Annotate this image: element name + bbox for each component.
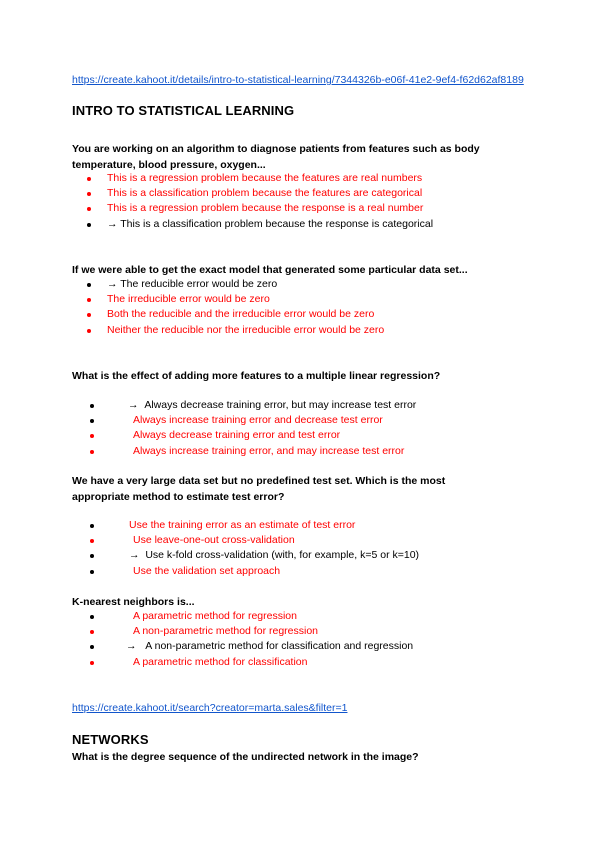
answer-item: Use the validation set approach xyxy=(72,564,532,579)
bullet-icon xyxy=(90,570,94,574)
answer-item: This is a classification problem because the features are categorical xyxy=(72,186,532,201)
question-1: You are working on an algorithm to diagnose patients from features such as body temperature, blood pressure, oxygen... xyxy=(72,143,480,171)
answer-item-correct: → Use k-fold cross-validation (with, for example, k=5 or k=10) xyxy=(72,548,532,563)
bullet-icon xyxy=(90,615,94,619)
bullet-icon xyxy=(90,419,94,423)
question-networks-1: What is the degree sequence of the undirected network in the image? xyxy=(72,751,419,763)
answer-item: Neither the reducible nor the irreducible error would be zero xyxy=(72,323,532,338)
answer-item: A parametric method for classification xyxy=(72,655,532,670)
answer-list-3 xyxy=(72,398,532,459)
bullet-icon xyxy=(90,434,94,438)
kahoot-details-link[interactable]: https://create.kahoot.it/details/intro-to-statistical-learning/7344326b-e06f-41e2-9ef4-f62d62af8189 xyxy=(72,74,524,86)
answer-item: The irreducible error would be zero xyxy=(72,292,532,307)
section-title-statistical-learning: INTRO TO STATISTICAL LEARNING xyxy=(72,103,295,118)
answer-item: Always increase training error and decrease test error xyxy=(72,413,532,428)
question-4: We have a very large data set but no predefined test set. Which is the most appropriate method to estimate test error? xyxy=(72,475,446,503)
section-title-networks: NETWORKS xyxy=(72,732,149,747)
question-2: If we were able to get the exact model that generated some particular data set... xyxy=(72,264,468,276)
answer-item-correct: → Always decrease training error, but may increase test error xyxy=(72,398,532,413)
answer-item-correct: → This is a classification problem because the response is categorical xyxy=(72,217,532,232)
answer-item: Use the training error as an estimate of test error xyxy=(72,518,532,533)
answer-list-1 xyxy=(72,171,532,232)
bullet-icon xyxy=(87,329,91,333)
answer-item-correct: → A non-parametric method for classification and regression xyxy=(72,639,532,654)
answer-item: This is a regression problem because the response is a real number xyxy=(72,201,532,216)
bullet-icon xyxy=(90,630,94,634)
bullet-icon xyxy=(90,524,94,528)
question-3: What is the effect of adding more features to a multiple linear regression? xyxy=(72,370,441,382)
answer-list-2 xyxy=(72,277,532,338)
bullet-icon xyxy=(90,554,94,558)
bullet-icon xyxy=(90,661,94,665)
answer-item-correct: → The reducible error would be zero xyxy=(72,277,532,292)
bullet-icon xyxy=(90,645,94,649)
answer-item: Always decrease training error and test error xyxy=(72,428,532,443)
question-5: K-nearest neighbors is... xyxy=(72,596,195,608)
answer-item: A non-parametric method for regression xyxy=(72,624,532,639)
answer-item: Always increase training error, and may increase test error xyxy=(72,444,532,459)
arrow-icon: → xyxy=(126,640,137,653)
answer-list-4 xyxy=(72,518,532,579)
bullet-icon xyxy=(90,404,94,408)
bullet-icon xyxy=(87,283,91,287)
arrow-icon: → xyxy=(129,549,140,562)
answer-item: A parametric method for regression xyxy=(72,609,532,624)
bullet-icon xyxy=(87,207,91,211)
answer-list-5 xyxy=(72,609,532,670)
answer-item: Use leave-one-out cross-validation xyxy=(72,533,532,548)
bullet-icon xyxy=(90,450,94,454)
bullet-icon xyxy=(87,177,91,181)
bullet-icon xyxy=(87,313,91,317)
answer-item: This is a regression problem because the features are real numbers xyxy=(72,171,532,186)
bullet-icon xyxy=(87,298,91,302)
bullet-icon xyxy=(90,539,94,543)
bullet-icon xyxy=(87,192,91,196)
kahoot-search-link[interactable]: https://create.kahoot.it/search?creator=marta.sales&filter=1 xyxy=(72,702,348,714)
arrow-icon: → xyxy=(128,399,139,411)
bullet-icon xyxy=(87,223,91,227)
answer-item: Both the reducible and the irreducible error would be zero xyxy=(72,307,532,322)
